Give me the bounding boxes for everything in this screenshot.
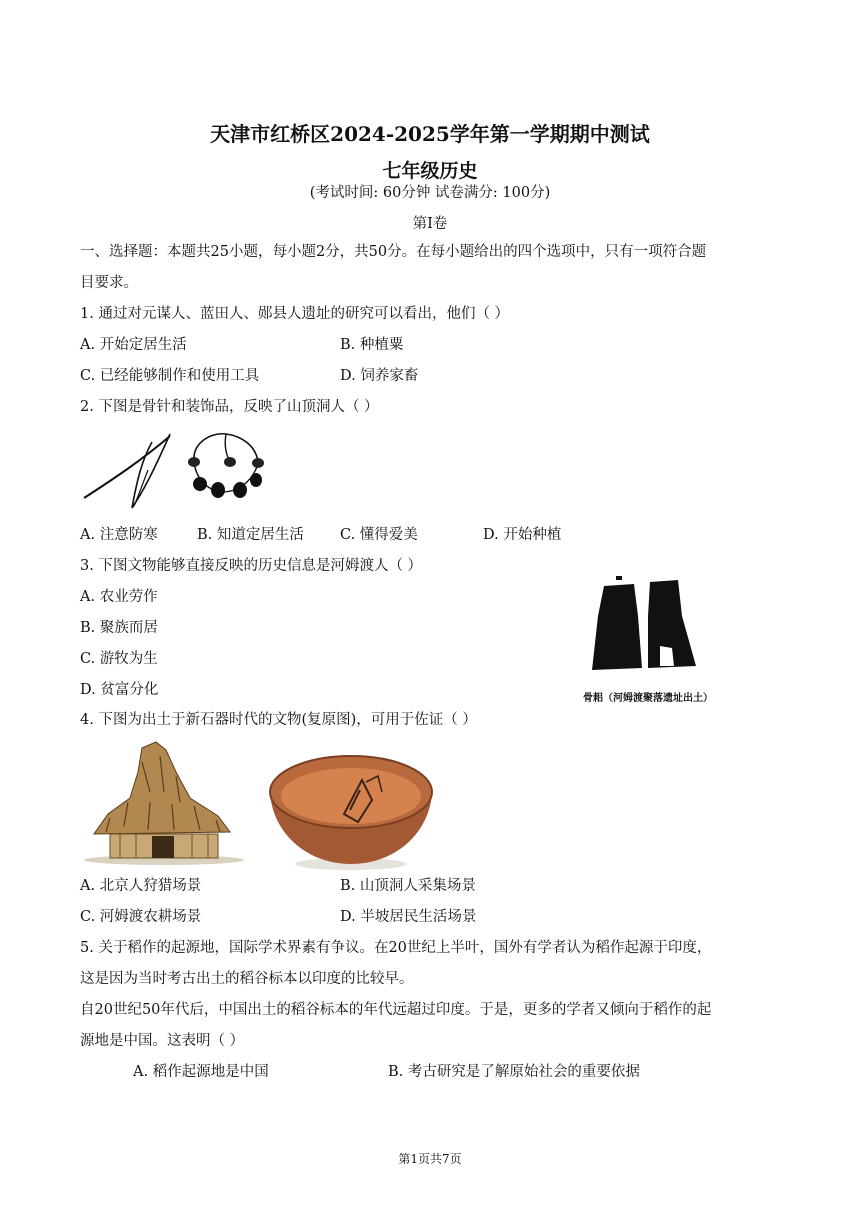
- bone-needle-icon: [82, 430, 174, 512]
- question-3-stem: 3. 下图文物能够直接反映的历史信息是河姆渡人（ ）: [80, 558, 423, 574]
- question-3-option-d[interactable]: D. 贫富分化: [80, 682, 159, 698]
- question-4-option-d[interactable]: D. 半坡居民生活场景: [340, 909, 477, 925]
- question-2-option-a[interactable]: A. 注意防寒: [80, 527, 158, 543]
- question-1-option-a[interactable]: A. 开始定居生活: [80, 337, 187, 353]
- section-intro-line2: 目要求。: [80, 275, 138, 291]
- thatched-hut-icon: [80, 742, 246, 866]
- question-4-option-a[interactable]: A. 北京人狩猎场景: [80, 878, 202, 894]
- question-2-stem: 2. 下图是骨针和装饰品，反映了山顶洞人（ ）: [80, 399, 379, 415]
- bone-spade-caption: 骨耜（河姆渡聚落遗址出土）: [583, 693, 713, 704]
- question-1-option-b[interactable]: B. 种植粟: [340, 337, 404, 353]
- question-3-option-c[interactable]: C. 游牧为生: [80, 651, 158, 667]
- question-5-stem-line3: 自20世纪50年代后，中国出土的稻谷标本的年代远超过印度。于是，更多的学者又倾向于稻作的起: [80, 1002, 712, 1018]
- question-2-option-b[interactable]: B. 知道定居生活: [197, 527, 304, 543]
- volume-label: 第Ⅰ卷: [412, 216, 448, 232]
- question-5-stem-line4: 源地是中国。这表明（ ）: [80, 1033, 245, 1049]
- question-3-option-b[interactable]: B. 聚族而居: [80, 620, 158, 636]
- exam-title: 天津市红桥区2024-2025学年第一学期期中测试: [210, 122, 650, 146]
- question-4-option-b[interactable]: B. 山顶洞人采集场景: [340, 878, 476, 894]
- question-5-stem-line1: 5. 关于稻作的起源地，国际学术界素有争议。在20世纪上半叶，国外有学者认为稻作起源于印度，: [80, 940, 712, 956]
- section-intro-line1: 一、选择题：本题共25小题，每小题2分，共50分。在每小题给出的四个选项中，只有一项符合题: [80, 244, 707, 260]
- question-5-stem-line2: 这是因为当时考古出土的稻谷标本以印度的比较早。: [80, 971, 414, 987]
- painted-pottery-bowl-icon: [266, 752, 436, 872]
- exam-info: (考试时间: 60分钟 试卷满分: 100分): [309, 185, 551, 201]
- page-number: 第1页共7页: [398, 1152, 462, 1166]
- question-4-option-c[interactable]: C. 河姆渡农耕场景: [80, 909, 202, 925]
- question-1-option-d[interactable]: D. 饲养家畜: [340, 368, 419, 384]
- question-2-option-d[interactable]: D. 开始种植: [483, 527, 562, 543]
- exam-subtitle: 七年级历史: [382, 160, 478, 182]
- bone-spade-icon: [586, 576, 698, 674]
- question-1-option-c[interactable]: C. 已经能够制作和使用工具: [80, 368, 260, 384]
- question-1-stem: 1. 通过对元谋人、蓝田人、郧县人遗址的研究可以看出，他们（ ）: [80, 306, 510, 322]
- question-5-option-b[interactable]: B. 考古研究是了解原始社会的重要依据: [388, 1064, 640, 1080]
- question-4-stem: 4. 下图为出土于新石器时代的文物(复原图)，可用于佐证（ ）: [80, 712, 477, 728]
- question-2-option-c[interactable]: C. 懂得爱美: [340, 527, 418, 543]
- necklace-icon: [182, 430, 268, 506]
- question-5-option-a[interactable]: A. 稻作起源地是中国: [133, 1064, 269, 1080]
- question-3-option-a[interactable]: A. 农业劳作: [80, 589, 158, 605]
